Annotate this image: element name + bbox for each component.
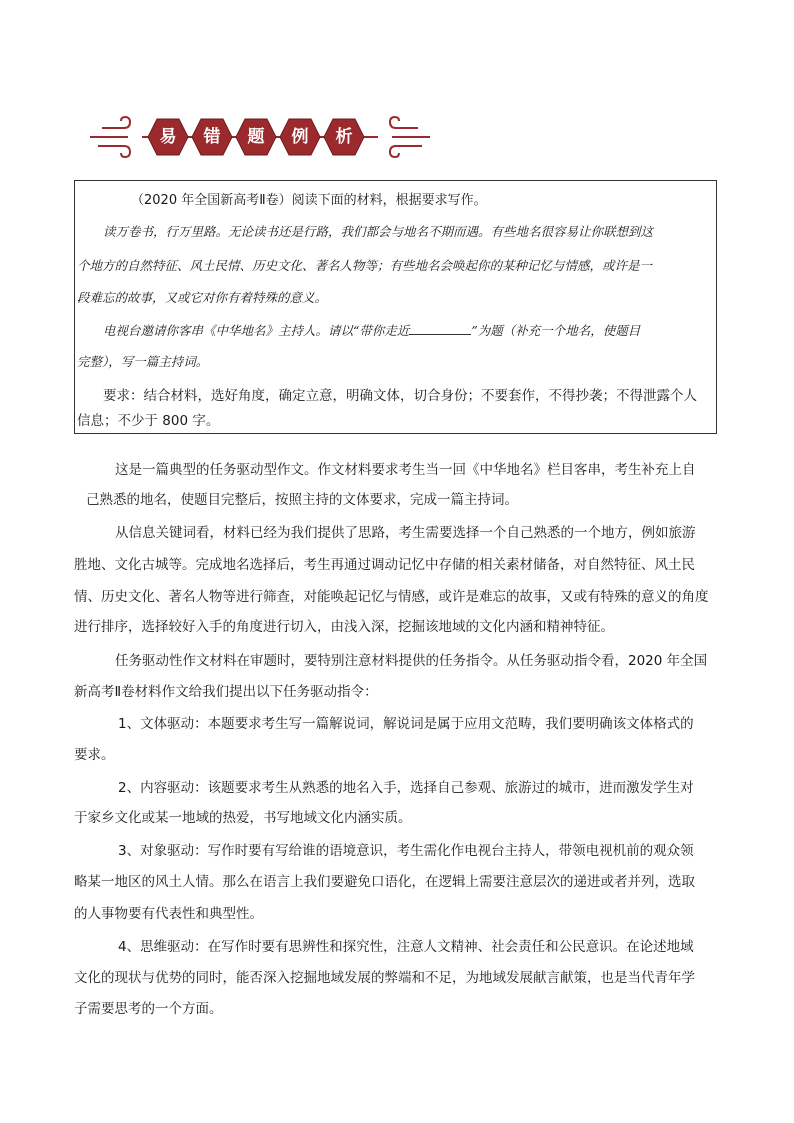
materials-paragraph-line: 个地方的自然特征、风土民情、历史文化、著名人物等；有些地名会唤起你的某种记忆与情感，或许是一 <box>77 258 653 273</box>
analysis-line: 1、文体驱动：本题要求考生写一篇解说词，解说词是属于应用文范畴，我们要明确该文体格式的 <box>118 716 694 732</box>
analysis-line: 己熟悉的地名，使题目完整后，按照主持的文体要求，完成一篇主持词。 <box>86 492 518 508</box>
analysis-line: 的人事物要有代表性和典型性。 <box>74 906 263 922</box>
analysis-line: 这是一篇典型的任务驱动型作文。作文材料要求考生当一回《中华地名》栏目客串，考生补充上自 <box>115 462 696 478</box>
analysis-line: 任务驱动性作文材料在审题时，要特别注意材料提供的任务指令。从任务驱动指令看，2020 年全国 <box>115 653 708 669</box>
banner-char: 易 <box>159 127 177 147</box>
materials-paragraph-line: 电视台邀请你客串《中华地名》主持人。请以“带你走近 ”为题（补充一个地名，使题目 <box>103 323 641 338</box>
title-blank <box>409 322 471 335</box>
banner-char: 题 <box>247 127 265 147</box>
materials-paragraph-line: 段难忘的故事，又或它对你有着特殊的意义。 <box>77 290 328 305</box>
analysis-line: 4、思维驱动：在写作时要有思辨性和探究性，注意人文精神、社会责任和公民意识。在论述地域 <box>118 939 694 955</box>
section-banner <box>88 108 432 166</box>
materials-box <box>74 180 717 434</box>
analysis-line: 3、对象驱动：写作时要有写给谁的语境意识，考生需化作电视台主持人，带领电视机前的观众领 <box>118 843 694 859</box>
materials-paragraph-line: 完整），写一篇主持词。 <box>77 354 209 369</box>
requirements-line: 要求：结合材料，选好角度，确定立意，明确文体，切合身份；不要套作，不得抄袭；不得泄露个人 <box>103 388 697 404</box>
analysis-line: 情、历史文化、著名人物等进行筛查，对能唤起记忆与情感，或许是难忘的故事，又或有特殊的意义的角度 <box>74 589 709 605</box>
analysis-line: 要求。 <box>74 747 115 763</box>
analysis-line: 略某一地区的风土人情。那么在语言上我们要避免口语化，在逻辑上需要注意层次的递进或者并列，选取 <box>74 874 695 890</box>
analysis-line: 新高考Ⅱ卷材料作文给我们提出以下任务驱动指令： <box>74 684 378 700</box>
analysis-line: 于家乡文化或某一地域的热爱，书写地域文化内涵实质。 <box>74 810 412 826</box>
banner-char: 例 <box>291 127 309 147</box>
analysis-line: 2、内容驱动：该题要求考生从熟悉的地名入手，选择自己参观、旅游过的城市，进而激发学生对 <box>118 780 694 796</box>
banner-char: 析 <box>335 127 353 147</box>
analysis-line: 进行排序，选择较好入手的角度进行切入，由浅入深，挖掘该地域的文化内涵和精神特征。 <box>74 619 614 635</box>
analysis-line: 文化的现状与优势的同时，能否深入挖掘地域发展的弊端和不足，为地域发展献言献策，也是当代青年学 <box>74 970 695 986</box>
requirements-line: 信息；不少于 800 字。 <box>77 413 220 429</box>
analysis-line: 胜地、文化古城等。完成地名选择后，考生再通过调动记忆中存储的相关素材储备，对自然特征、风土民 <box>74 557 695 573</box>
materials-paragraph-line: 读万卷书，行万里路。无论读书还是行路，我们都会与地名不期而遇。有些地名很容易让你联想到这 <box>103 224 654 239</box>
analysis-line: 子需要思考的一个方面。 <box>74 1001 223 1017</box>
banner-char: 错 <box>203 127 221 147</box>
analysis-line: 从信息关键词看，材料已经为我们提供了思路，考生需要选择一个自己熟悉的一个地方，例如旅游 <box>115 525 696 541</box>
materials-source: （2020 年全国新高考Ⅱ卷）阅读下面的材料，根据要求写作。 <box>131 193 487 208</box>
